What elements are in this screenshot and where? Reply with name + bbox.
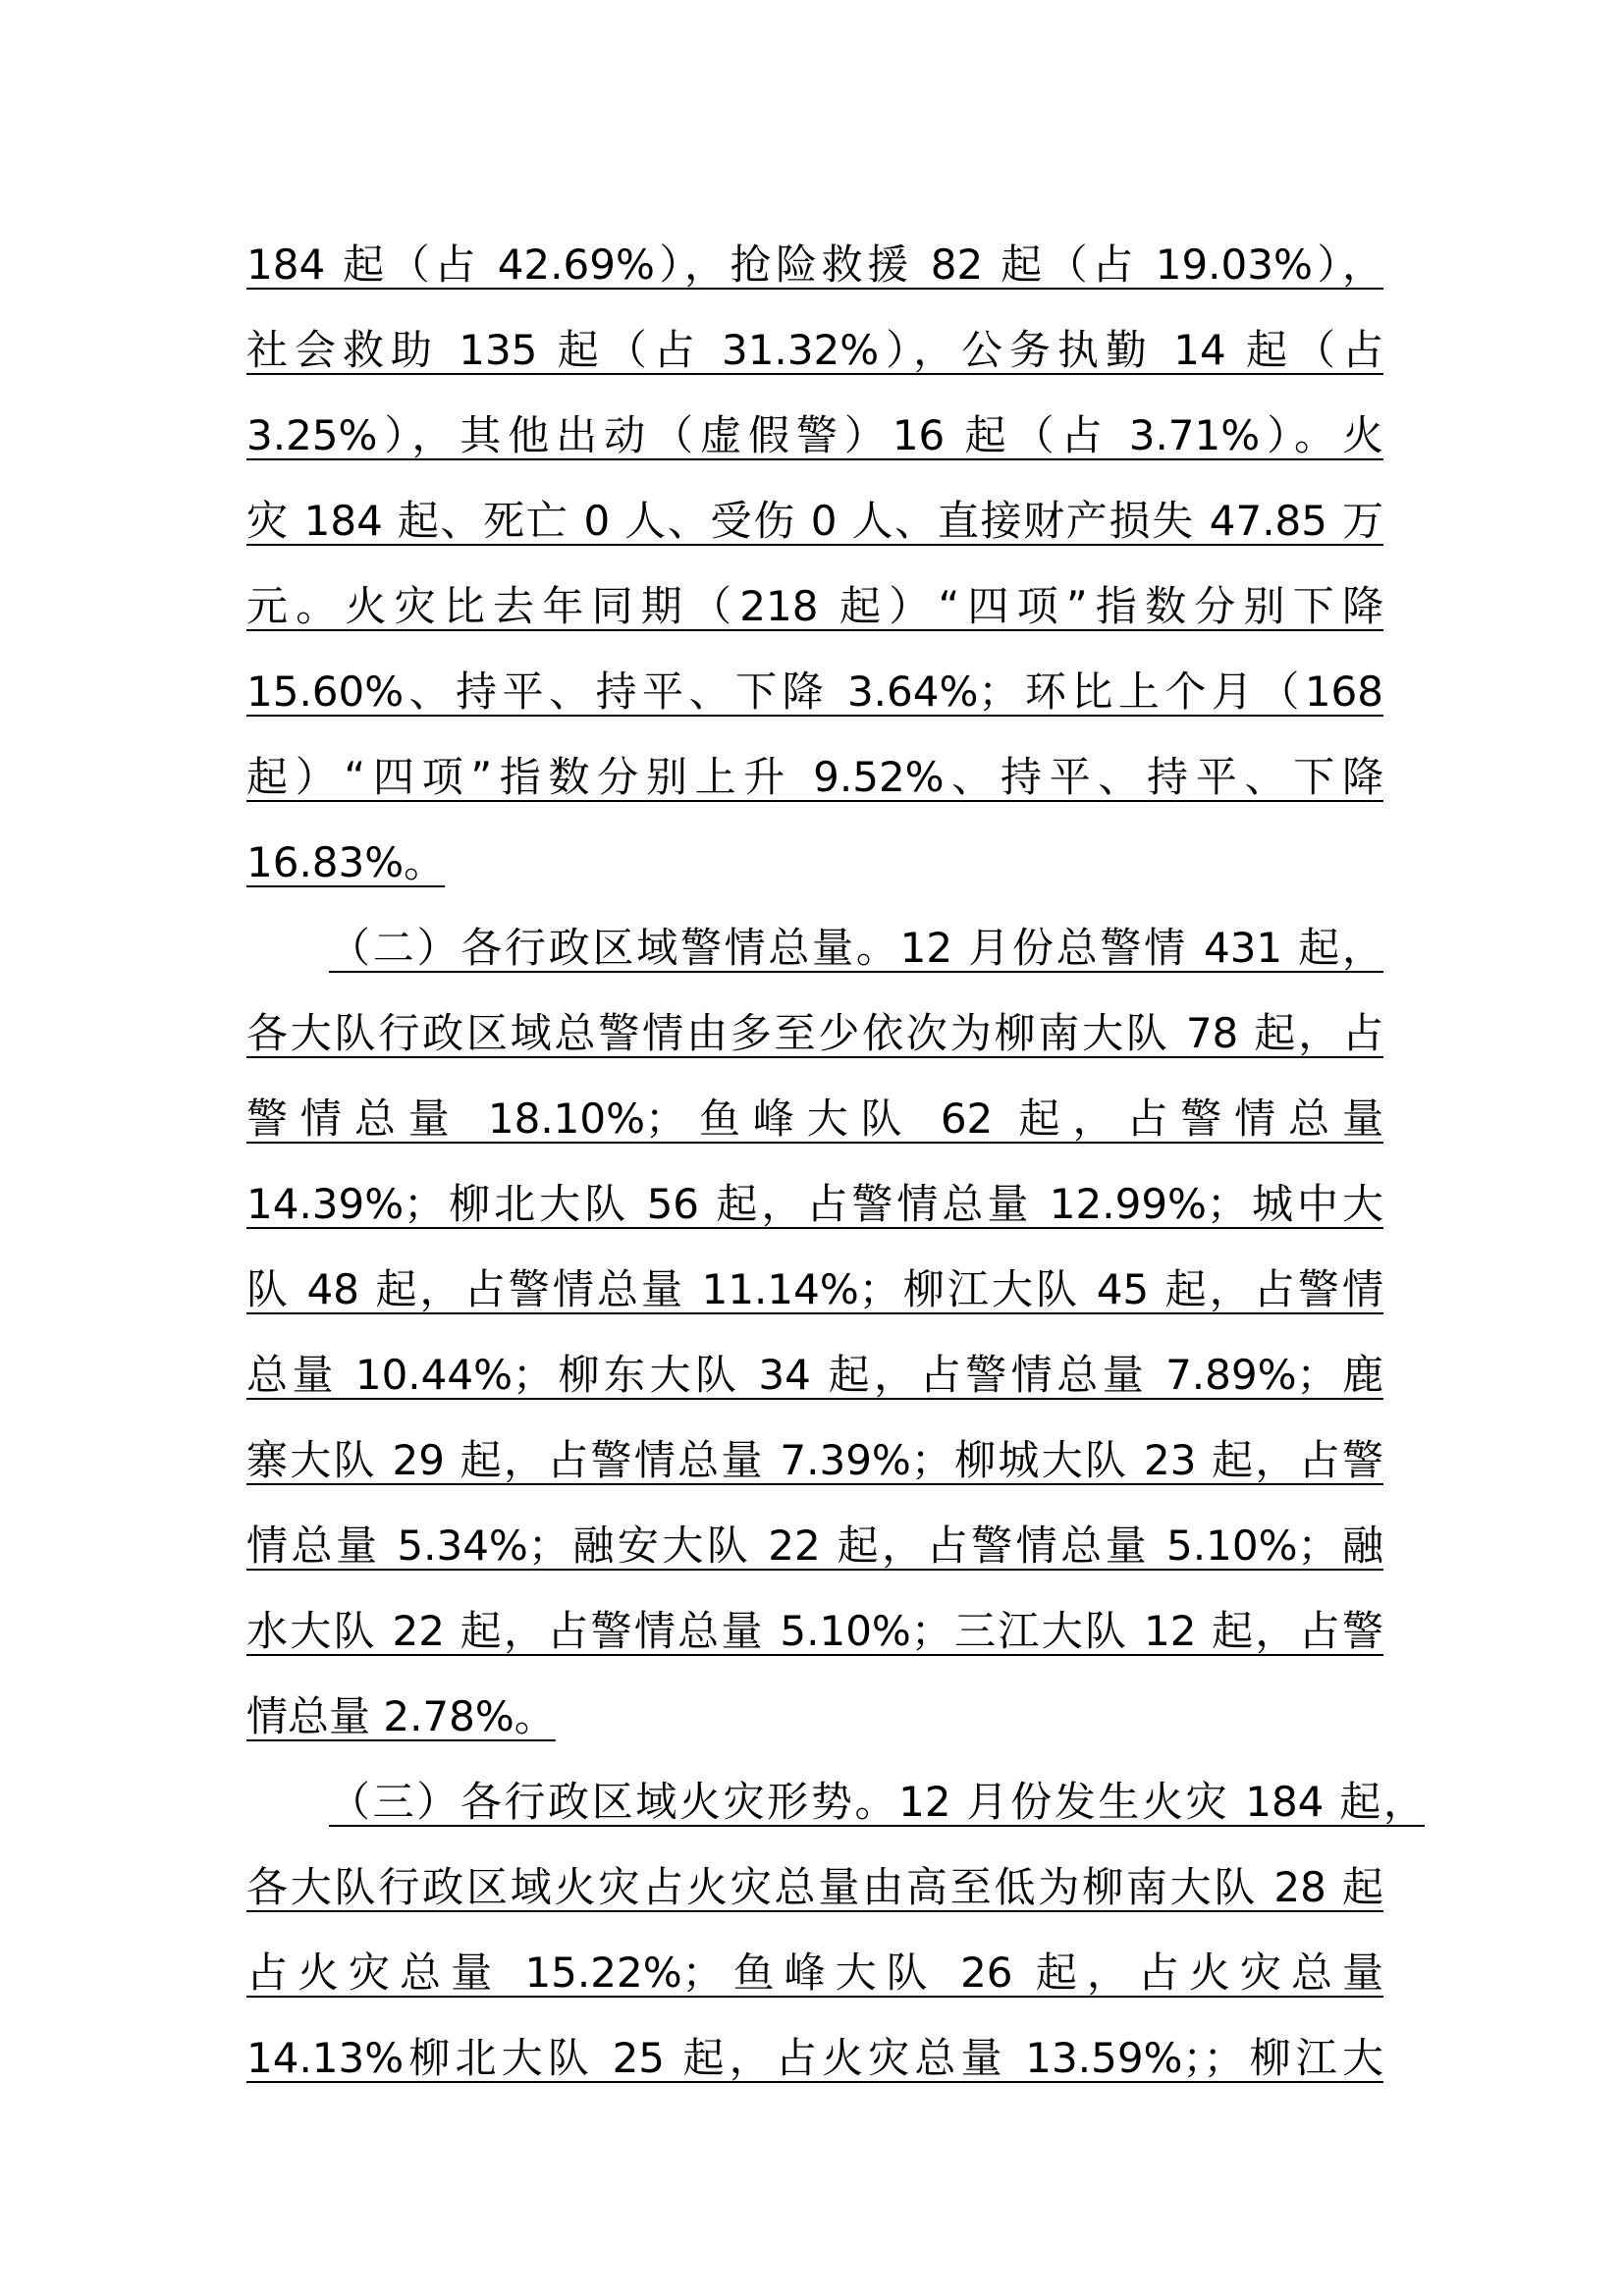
paragraph-line: 队 48 起，占警情总量 11.14%；柳江大队 45 起，占警情	[246, 1265, 1383, 1313]
paragraph-line: 占火灾总量 15.22%；鱼峰大队 26 起，占火灾总量	[246, 1949, 1383, 1997]
paragraph-line: 起）“四项”指数分别上升 9.52%、持平、持平、下降	[246, 753, 1383, 801]
paragraph-line: 社会救助 135 起（占 31.32%），公务执勤 14 起（占	[246, 326, 1383, 374]
paragraph-line: 14.39%；柳北大队 56 起，占警情总量 12.99%；城中大	[246, 1180, 1383, 1228]
section-heading-line: （三）各行政区域火灾形势。12 月份发生火灾 184 起，	[329, 1778, 1425, 1826]
paragraph-line: 14.13%柳北大队 25 起，占火灾总量 13.59%；；柳江大	[246, 2034, 1383, 2082]
paragraph-line: 15.60%、持平、持平、下降 3.64%；环比上个月（168	[246, 667, 1383, 716]
paragraph-line: 水大队 22 起，占警情总量 5.10%；三江大队 12 起，占警	[246, 1607, 1383, 1655]
paragraph-line: 各大队行政区域火灾占火灾总量由高至低为柳南大队 28 起	[246, 1863, 1383, 1911]
paragraph-line: 寨大队 29 起，占警情总量 7.39%；柳城大队 23 起，占警	[246, 1436, 1383, 1484]
section-heading-line: （二）各行政区域警情总量。12 月份总警情 431 起，	[329, 924, 1383, 972]
paragraph-line: 总量 10.44%；柳东大队 34 起，占警情总量 7.89%；鹿	[246, 1351, 1383, 1399]
paragraph-line: 警情总量 18.10%；鱼峰大队 62 起，占警情总量	[246, 1095, 1383, 1143]
paragraph-line: 情总量 2.78%。	[246, 1692, 556, 1740]
paragraph-line: 184 起（占 42.69%），抢险救援 82 起（占 19.03%），	[246, 240, 1383, 289]
paragraph-line: 3.25%），其他出动（虚假警）16 起（占 3.71%）。火	[246, 411, 1383, 459]
paragraph-line: 情总量 5.34%；融安大队 22 起，占警情总量 5.10%；融	[246, 1522, 1383, 1570]
paragraph-line: 灾 184 起、死亡 0 人、受伤 0 人、直接财产损失 47.85 万	[246, 497, 1383, 545]
paragraph-line: 元。火灾比去年同期（218 起）“四项”指数分别下降	[246, 582, 1383, 630]
paragraph-line: 各大队行政区域总警情由多至少依次为柳南大队 78 起，占	[246, 1009, 1383, 1057]
paragraph-line: 16.83%。	[246, 838, 446, 886]
